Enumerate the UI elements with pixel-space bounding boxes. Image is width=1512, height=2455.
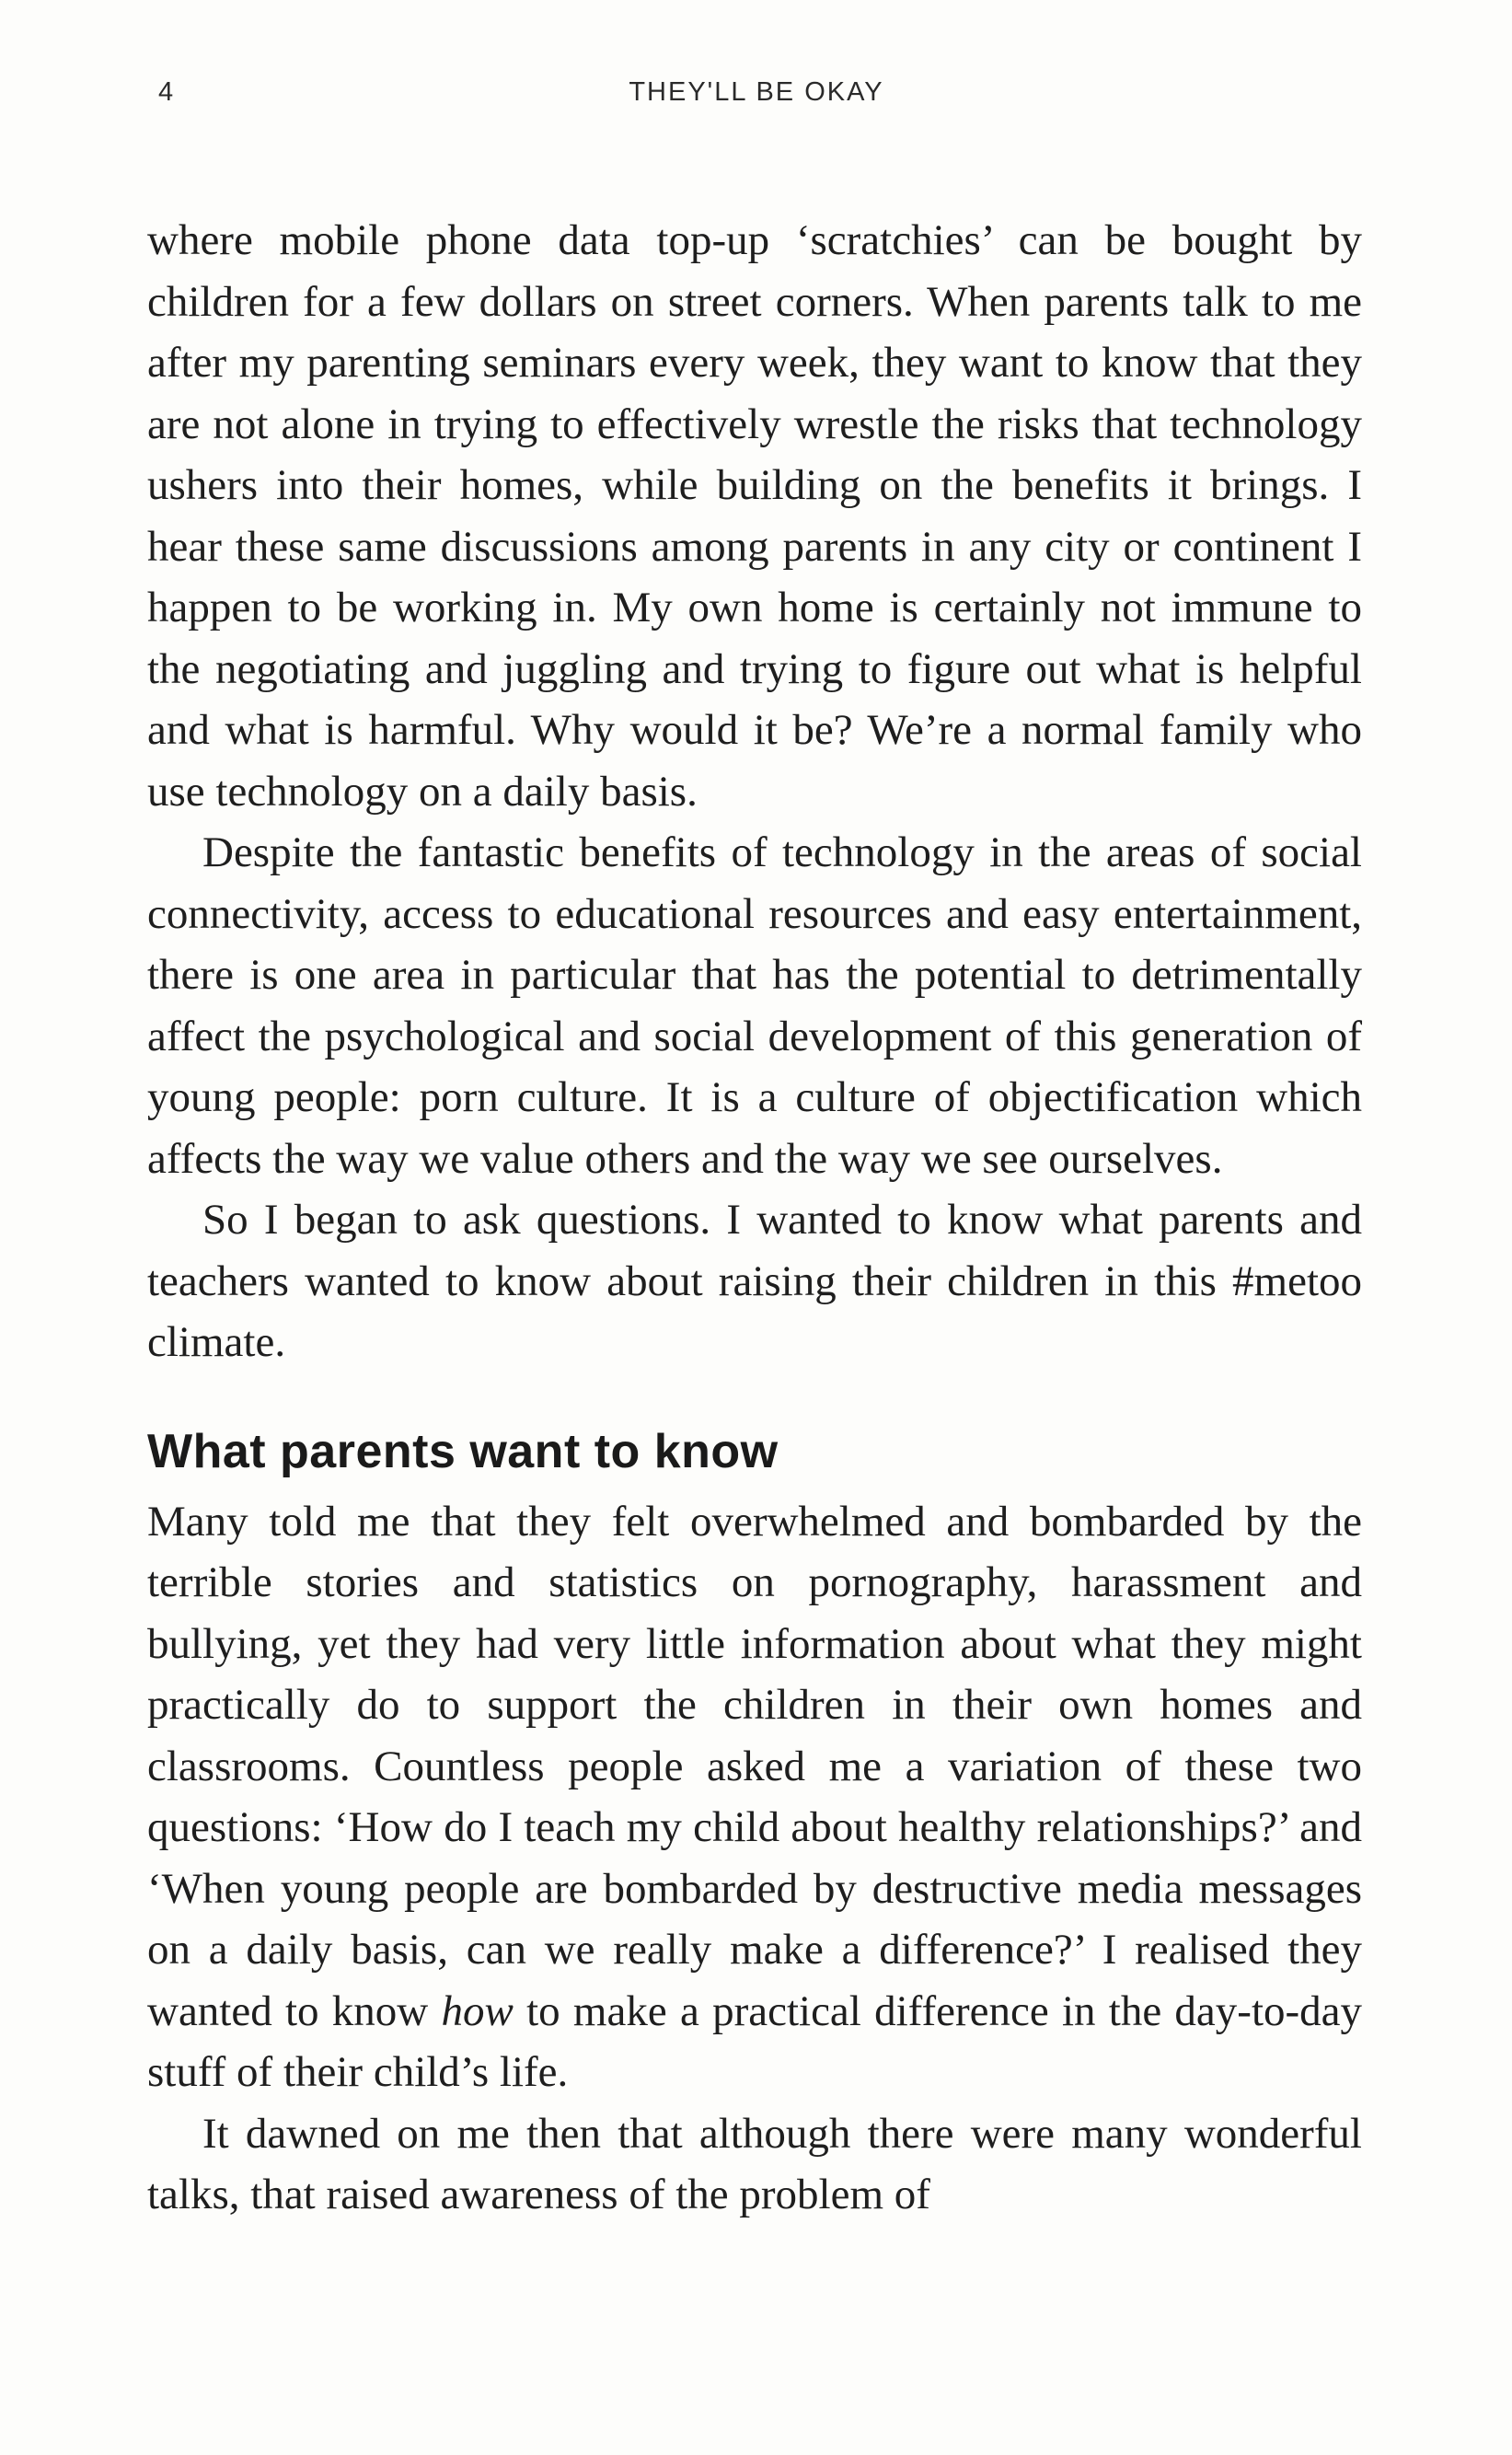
paragraph-4-text-before: Many told me that they felt overwhelmed and bombarded by the terrible stories and statistics on pornography, harassment and bullying, yet they had very little information about what they might practically do to support the children in their own homes and classrooms. Countless people asked me a variation of these two questions: ‘How do I teach my child about healthy relationships?’ and ‘When young people are bombarded by destructive media messages on a daily basis, can we really make a difference?’ I realised they wanted to know xyxy=(147,1497,1362,2035)
paragraph-4-text-after: to make a practical difference in the day-to-day stuff of their child’s life. xyxy=(147,1986,1363,2096)
paragraph-4-emphasis: how xyxy=(441,1986,514,2035)
page-header xyxy=(158,77,1355,114)
body-text xyxy=(147,210,1362,2226)
page-number: 4 xyxy=(158,77,176,107)
paragraph-5: It dawned on me then that although there were many wonderful talks, that raised awareness of the problem of xyxy=(147,2109,1362,2218)
paragraph-1: where mobile phone data top-up ‘scratchies’ can be bought by children for a few dollars on street corners. When parents talk to me after my parenting seminars every week, they want to know that they are not alone in trying to effectively wrestle the risks that technology ushers into their homes, while building on the benefits it brings. I hear these same discussions among parents in any city or continent I happen to be working in. My own home is certainly not immune to the negotiating and juggling and trying to figure out what is helpful and what is harmful. Why would it be? We’re a normal family who use technology on a daily basis. xyxy=(147,216,1362,816)
section-heading: What parents want to know xyxy=(147,1424,779,1478)
running-head: THEY'LL BE OKAY xyxy=(629,77,884,107)
paragraph-2: Despite the fantastic benefits of technology in the areas of social connectivity, access to educational resources and easy entertainment, there is one area in particular that has the potential to detrimentally affect the psychological and social development of this generation of young people: porn culture. It is a culture of objectification which affects the way we value others and the way we see ourselves. xyxy=(147,828,1362,1183)
paragraph-4 xyxy=(147,1491,1362,2103)
paragraph-3: So I began to ask questions. I wanted to know what parents and teachers wanted to know about raising their children in this #metoo climate. xyxy=(147,1196,1362,1366)
